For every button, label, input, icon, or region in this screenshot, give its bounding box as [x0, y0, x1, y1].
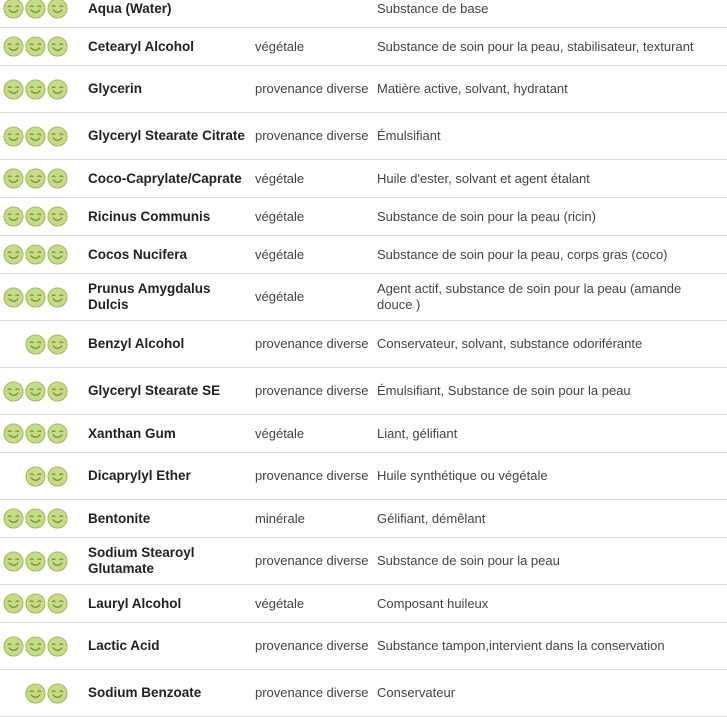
- table-row: [0, 0, 727, 28]
- rating-cell: [0, 423, 88, 444]
- ingredient-function: Conservateur, solvant, substance odoriférante: [377, 336, 643, 351]
- rating-cell: [0, 466, 88, 487]
- ingredient-function: Matière active, solvant, hydratant: [377, 81, 568, 96]
- ingredient-origin: provenance diverse: [255, 468, 369, 483]
- smiley-face-icon: [47, 244, 68, 265]
- smiley-face-icon: [25, 36, 46, 57]
- ingredient-origin: végétale: [255, 170, 305, 186]
- table-row: [0, 415, 727, 453]
- ingredient-origin: végétale: [255, 289, 305, 304]
- rating-cell: [0, 287, 88, 308]
- ingredient-function: Agent actif, substance de soin pour la peau (amande douce ): [377, 281, 682, 312]
- rating-cell: [0, 593, 88, 614]
- smiley-face-icon: [47, 168, 68, 189]
- ingredient-origin: végétale: [255, 208, 305, 224]
- rating-cell: [0, 0, 88, 19]
- ingredient-function: Huile d'ester, solvant et agent étalant: [377, 170, 590, 186]
- ingredient-name: Lactic Acid: [88, 638, 160, 653]
- table-row: [0, 236, 727, 274]
- rating-cell: [0, 381, 88, 402]
- ingredient-name: Sodium Benzoate: [88, 685, 202, 700]
- smiley-face-icon: [3, 593, 24, 614]
- rating-smileys: [3, 508, 68, 529]
- rating-cell: [0, 126, 88, 147]
- smiley-face-icon: [25, 168, 46, 189]
- ingredient-function: Émulsifiant, Substance de soin pour la peau: [377, 383, 631, 398]
- rating-smileys: [3, 126, 68, 147]
- rating-smileys: [3, 287, 68, 308]
- rating-cell: [0, 79, 88, 100]
- ingredient-name: Bentonite: [88, 510, 151, 526]
- ingredient-function: Substance de soin pour la peau: [377, 553, 560, 568]
- rating-cell: [0, 683, 88, 704]
- table-row: [0, 28, 727, 66]
- ingredient-origin: provenance diverse: [255, 128, 369, 143]
- rating-cell: [0, 36, 88, 57]
- ingredient-origin: provenance diverse: [255, 383, 369, 398]
- smiley-face-icon: [3, 244, 24, 265]
- table-row: [0, 453, 727, 500]
- ingredient-function: Liant, gélifiant: [377, 425, 458, 441]
- ingredient-name: Glyceryl Stearate Citrate: [88, 128, 245, 143]
- smiley-face-icon: [3, 636, 24, 657]
- ingredient-name: Glycerin: [88, 81, 143, 96]
- ingredient-origin: végétale: [255, 425, 305, 441]
- ingredient-name: Ricinus Communis: [88, 208, 211, 224]
- rating-smileys: [3, 381, 68, 402]
- rating-cell: [0, 636, 88, 657]
- ingredient-name: Coco-Caprylate/Caprate: [88, 170, 242, 186]
- rating-smileys: [3, 168, 68, 189]
- smiley-face-icon: [47, 423, 68, 444]
- smiley-face-icon: [47, 126, 68, 147]
- smiley-face-icon: [47, 508, 68, 529]
- smiley-face-icon: [25, 381, 46, 402]
- table-row: [0, 585, 727, 623]
- smiley-face-icon: [47, 466, 68, 487]
- ingredient-function: Substance de soin pour la peau (ricin): [377, 208, 596, 224]
- smiley-face-icon: [25, 126, 46, 147]
- rating-smileys: [3, 551, 68, 572]
- rating-smileys: [3, 244, 68, 265]
- smiley-face-icon: [25, 244, 46, 265]
- ingredient-function: Conservateur: [377, 685, 456, 700]
- table-row: [0, 160, 727, 198]
- table-row: [0, 274, 727, 321]
- ingredient-origin: provenance diverse: [255, 685, 369, 700]
- ingredient-origin: provenance diverse: [255, 638, 369, 653]
- rating-cell: [0, 206, 88, 227]
- smiley-face-icon: [25, 636, 46, 657]
- smiley-face-icon: [47, 0, 68, 19]
- smiley-face-icon: [3, 551, 24, 572]
- smiley-face-icon: [25, 683, 46, 704]
- ingredient-origin: végétale: [255, 595, 305, 611]
- smiley-face-icon: [47, 79, 68, 100]
- ingredient-name: Aqua (Water): [88, 0, 172, 16]
- ingredient-origin: provenance diverse: [255, 553, 369, 568]
- rating-smileys: [3, 206, 68, 227]
- ingredient-function: Huile synthétique ou végétale: [377, 468, 548, 483]
- smiley-face-icon: [3, 79, 24, 100]
- ingredient-name: Sodium Stearoyl Glutamate: [88, 545, 195, 576]
- rating-smileys: [3, 593, 68, 614]
- smiley-face-icon: [3, 126, 24, 147]
- smiley-face-icon: [25, 79, 46, 100]
- ingredient-name: Lauryl Alcohol: [88, 595, 182, 611]
- smiley-face-icon: [25, 593, 46, 614]
- ingredient-function: Substance tampon,intervient dans la conservation: [377, 638, 665, 653]
- ingredient-function: Émulsifiant: [377, 128, 441, 143]
- ingredient-name: Prunus Amygdalus Dulcis: [88, 281, 211, 312]
- table-row: [0, 321, 727, 368]
- ingredient-origin: provenance diverse: [255, 81, 369, 96]
- smiley-face-icon: [25, 508, 46, 529]
- ingredient-function: Substance de soin pour la peau, corps gras (coco): [377, 246, 668, 262]
- rating-smileys: [25, 466, 68, 487]
- ingredient-function: Gélifiant, démêlant: [377, 510, 486, 526]
- rating-smileys: [25, 683, 68, 704]
- smiley-face-icon: [47, 206, 68, 227]
- rating-smileys: [3, 0, 68, 19]
- smiley-face-icon: [25, 334, 46, 355]
- rating-smileys: [25, 334, 68, 355]
- smiley-face-icon: [47, 593, 68, 614]
- ingredient-name: Xanthan Gum: [88, 425, 176, 441]
- table-row: [0, 538, 727, 585]
- smiley-face-icon: [47, 36, 68, 57]
- rating-cell: [0, 334, 88, 355]
- smiley-face-icon: [47, 287, 68, 308]
- rating-cell: [0, 244, 88, 265]
- table-row: [0, 623, 727, 670]
- table-row: [0, 500, 727, 538]
- ingredient-name: Cetearyl Alcohol: [88, 38, 195, 54]
- smiley-face-icon: [47, 683, 68, 704]
- smiley-face-icon: [47, 636, 68, 657]
- smiley-face-icon: [25, 466, 46, 487]
- smiley-face-icon: [25, 0, 46, 19]
- ingredient-name: Cocos Nucifera: [88, 246, 188, 262]
- ingredient-origin: végétale: [255, 246, 305, 262]
- smiley-face-icon: [3, 287, 24, 308]
- smiley-face-icon: [25, 423, 46, 444]
- ingredient-name: Dicaprylyl Ether: [88, 468, 191, 483]
- ingredient-origin: provenance diverse: [255, 336, 369, 351]
- smiley-face-icon: [3, 381, 24, 402]
- ingredient-name: Glyceryl Stearate SE: [88, 383, 221, 398]
- smiley-face-icon: [3, 36, 24, 57]
- smiley-face-icon: [25, 551, 46, 572]
- smiley-face-icon: [3, 508, 24, 529]
- smiley-face-icon: [3, 206, 24, 227]
- ingredient-function: Substance de soin pour la peau, stabilisateur, texturant: [377, 38, 694, 54]
- smiley-face-icon: [47, 381, 68, 402]
- ingredient-origin: minérale: [255, 510, 305, 526]
- smiley-face-icon: [47, 551, 68, 572]
- rating-smileys: [3, 423, 68, 444]
- rating-smileys: [3, 36, 68, 57]
- smiley-face-icon: [47, 334, 68, 355]
- rating-cell: [0, 508, 88, 529]
- smiley-face-icon: [25, 206, 46, 227]
- rating-smileys: [3, 79, 68, 100]
- rating-smileys: [3, 636, 68, 657]
- smiley-face-icon: [3, 0, 24, 19]
- table-row: [0, 113, 727, 160]
- smiley-face-icon: [3, 168, 24, 189]
- table-row: [0, 670, 727, 717]
- smiley-face-icon: [25, 287, 46, 308]
- rating-cell: [0, 168, 88, 189]
- ingredient-origin: végétale: [255, 38, 305, 54]
- table-row: [0, 368, 727, 415]
- ingredient-function: Substance de base: [377, 0, 489, 16]
- ingredient-function: Composant huileux: [377, 595, 489, 611]
- smiley-face-icon: [3, 423, 24, 444]
- table-row: [0, 66, 727, 113]
- rating-cell: [0, 551, 88, 572]
- table-row: [0, 198, 727, 236]
- ingredient-name: Benzyl Alcohol: [88, 336, 185, 351]
